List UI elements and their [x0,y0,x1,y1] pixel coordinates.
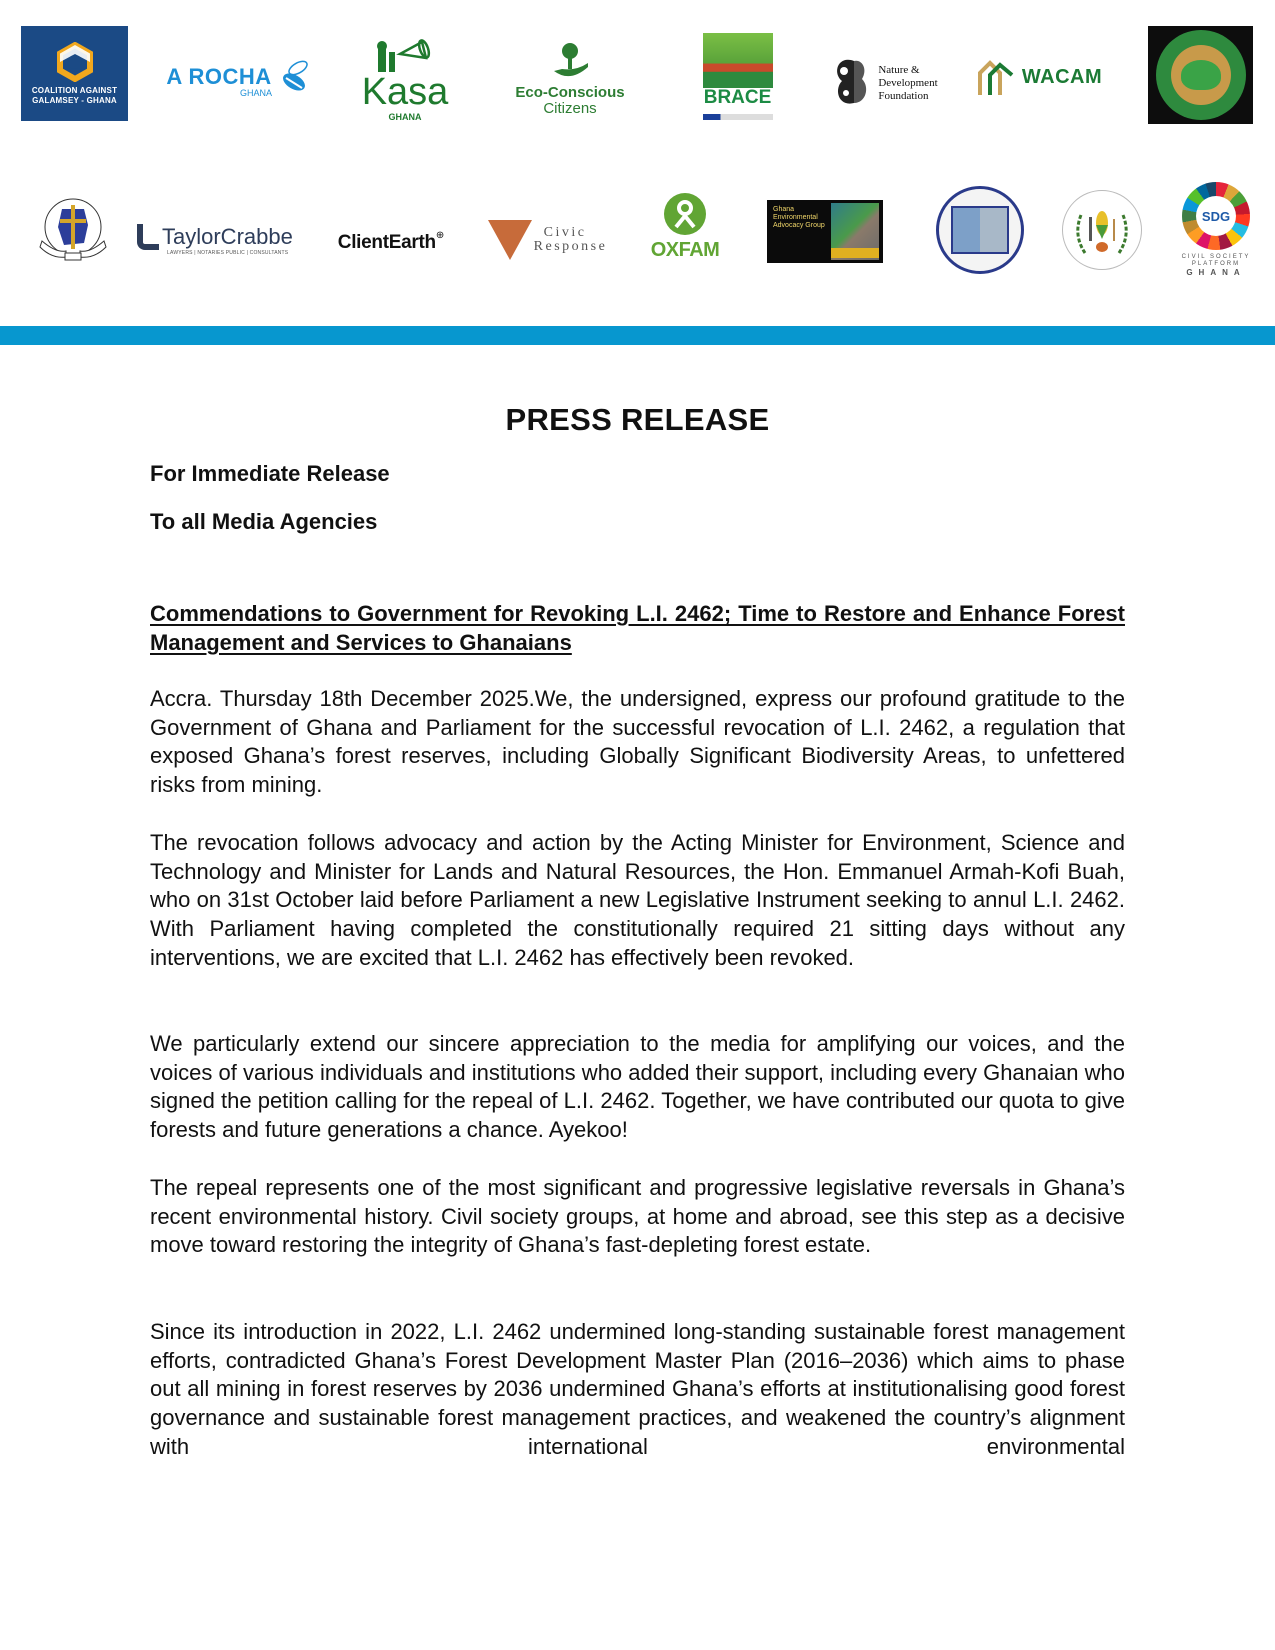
logo-kasa-ghana [355,28,455,128]
sdg-logo-country: GHANA [1186,268,1246,277]
logo-eco-conscious-citizens [500,36,640,121]
wacam-logo-text: WACAM [1021,66,1103,88]
logo-sdg-civil-society-platform-ghana [1175,180,1257,280]
logo-a-rocha-ghana [160,52,320,102]
oxfam-logo-text: OXFAM [650,239,720,261]
civic-response-logo-text: Civic Response [533,225,608,254]
release-type: For Immediate Release [150,461,390,486]
eco-logo-text: Eco-Conscious [515,84,625,101]
civic-response-triangle-icon [488,220,532,260]
kasa-logo-text: Kasa [361,71,449,113]
laurel-maize-icon [1067,195,1137,265]
oxfam-figure-icon [664,193,706,235]
sdg-wheel-icon: SDG [1182,182,1250,250]
brace-partner-strip [703,114,773,120]
logo-taylor-crabbe [137,220,302,260]
logo-coalition-against-galamsey [21,26,128,121]
a-rocha-logo-text: A ROCHA [166,64,272,89]
paragraph-1: Accra. Thursday 18th December 2025.We, the undersigned, express our profound gratitude to the Government of Ghana and Parliament for the successful revocation of L.I. 2462, a regulation that exposed Ghana’s forest reserves, including Globally Significant Biodiversity Areas, to unfettered risks from mining. [150,686,1125,798]
coalition-logo-text: COALITION AGAINST GALAMSEY - GHANA [31,85,118,105]
taylor-crabbe-tagline: LAWYERS | NOTARIES PUBLIC | CONSULTANTS [167,250,289,256]
paragraph-3: We particularly extend our sincere appreciation to the media for amplifying our voices, and the voices of various individuals and institutions who added their support, including every Ghanaian who signed the petition calling for the repeal of L.I. 2462. Together, we have contributed our quota to give forests and future generations a chance. Ayekoo! [150,1031,1125,1143]
logo-nature-development-foundation [830,52,940,114]
taylor-crabbe-logo-text: TaylorCrabbe [162,224,293,249]
bee-icon [276,58,314,96]
paragraph-4: The repeal represents one of the most significant and progressive legislative reversals in Ghana’s recent environmental history. Civil society groups, at home and abroad, see this step as a decisive move toward restoring the integrity of Ghana’s fast-depleting forest estate. [150,1175,1125,1258]
logo-christian-council-of-ghana [36,195,111,265]
foresters-emblem-icon [1156,30,1246,120]
taylor-crabbe-mark-icon [137,224,159,250]
logo-peasant-farmers-association [1062,190,1142,270]
logo-wacam [970,55,1110,100]
sdg-logo-subtext: CIVIL SOCIETY PLATFORM [1181,254,1251,267]
mountains-icon [978,59,1018,97]
brace-logo-text: BRACE [703,87,772,108]
brace-landscape-icon [703,33,773,88]
logo-brace [700,33,775,128]
logo-transport-petroleum-chemical-workers-union [936,186,1024,274]
document-title: PRESS RELEASE [505,402,770,437]
clientearth-logo-text: ClientEarth [337,232,436,253]
a-rocha-logo-subtext: GHANA [240,88,273,98]
kasa-logo-subtext: GHANA [388,112,422,122]
gea-logo-text: Ghana Environmental Advocacy Group [773,206,825,229]
tree-in-hand-icon [548,41,592,85]
megaphone-icon [370,34,440,72]
butterfly-icon [832,55,876,111]
logo-ghana-environmental-advocacy-group [767,200,883,263]
headline: Commendations to Government for Revoking L.I. 2462; Time to Restore and Enhance Forest Management and Services to Ghanaians [150,601,1125,655]
union-emblem-icon [951,206,1009,254]
paragraph-2: The revocation follows advocacy and action by the Acting Minister for Environment, Science and Technology and Minister for Lands and Natural Resources, the Hon. Emmanuel Armah-Kofi Buah, who on 31st October laid before Parliament a new Legislative Instrument seeking to annul L.I. 2462. With Parliament having completed the constitutionally required 21 sitting days without any interventions, we are excited that L.I. 2462 has effectively been revoked. [150,830,1125,970]
paragraph-5: Since its introduction in 2022, L.I. 2462 undermined long-standing sustainable forest management efforts, contradicted Ghana’s Forest Development Master Plan (2016–2036) which aims to phase out all mining in forest reserves by 2036 undermined Ghana’s efforts at institutionalising good forest governance and sustainable forest management practices, and weakened the country’s alignment with international environmental [150,1319,1125,1459]
header-divider-bar [0,326,1275,345]
audience-line: To all Media Agencies [150,509,378,534]
cross-map-emblem-icon [36,195,111,265]
clientearth-globe-icon: ⊕ [435,230,445,241]
logo-clientearth [326,228,456,258]
logo-oxfam [650,190,720,265]
logo-civic-response [485,215,610,265]
nature-logo-text: Nature & Development Foundation [878,63,938,102]
eco-logo-subtext: Citizens [543,100,597,117]
logo-ghana-institute-of-foresters [1148,26,1253,124]
coalition-hexagon-icon [55,42,95,82]
gea-poster-image [831,203,879,260]
